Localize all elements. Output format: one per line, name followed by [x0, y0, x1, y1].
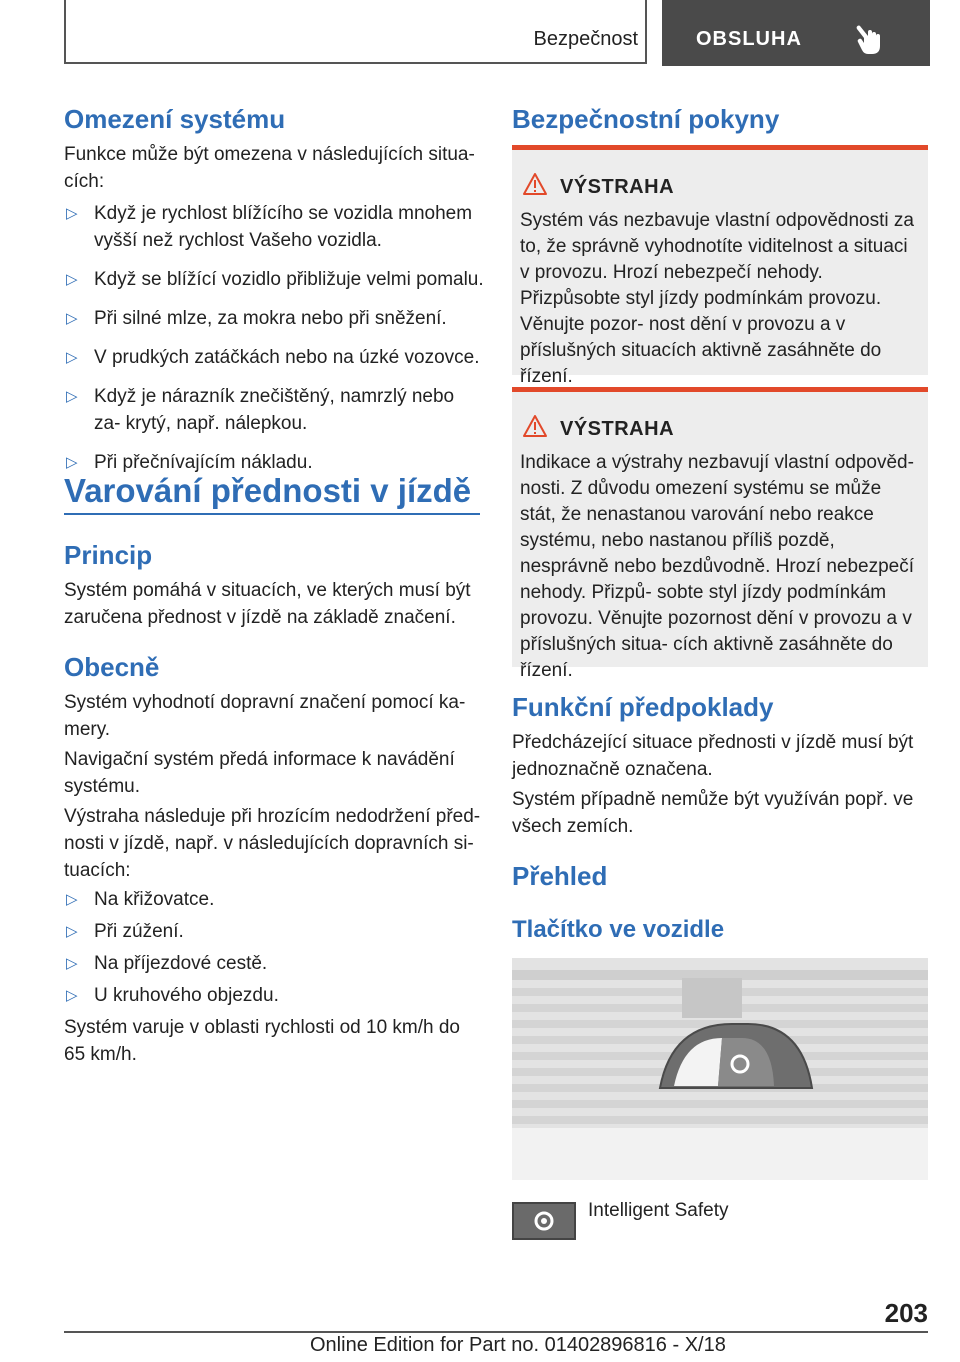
list-item: ▷ Když se blížící vozidlo přibližuje velmi pomalu.: [64, 266, 484, 293]
prehled-heading: Přehled: [512, 861, 608, 891]
heading-rule: [64, 513, 480, 515]
list-item: ▷ Když je rychlost blížícího se vozidla mnohem vyšší než rychlost Vašeho vozidla.: [64, 200, 484, 254]
obecne-paragraph-2: Navigační systém předá informace k navádění systému.: [64, 749, 455, 797]
header-tab: [662, 0, 930, 66]
vehicle-button-illustration: [512, 958, 928, 1180]
triangle-bullet-icon: ▷: [66, 454, 78, 471]
list-item: ▷ Při silné mlze, za mokra nebo při sněžení.: [64, 305, 484, 332]
warning-box-1: [512, 145, 928, 387]
triangle-bullet-icon: ▷: [66, 205, 78, 222]
button-label: Intelligent Safety: [588, 1200, 729, 1221]
warning-text: Indikace a výstrahy nezbavují vlastní odpověd‐ nosti. Z důvodu omezení systému se může stát, že nenastanou varování nebo reakce systému, nebo nastanou příliš pozdě, nesprávně nebo bezdůvodně. Hrozí nebezpečí nehody. Přizpů‐ sobte styl jízdy podmínkám provozu. Věnujte pozornost dění v provozu a v příslušných situa‐ cích aktivně zasáhněte do řízení.: [520, 452, 914, 681]
footer-rule: [64, 1331, 928, 1333]
obecne-paragraph-3: Výstraha následuje při hrozícím nedodržení před‐ nosti v jízdě, např. v následujících dopravních si‐ tuacích:: [64, 806, 481, 881]
obecne-paragraph-4: Systém varuje v oblasti rychlosti od 10 km/h do 65 km/h.: [64, 1017, 461, 1065]
predpoklady-heading: Funkční předpoklady: [512, 692, 774, 722]
princip-heading: Princip: [64, 540, 153, 570]
list-item: ▷ Když je nárazník znečištěný, namrzlý nebo za‐ krytý, např. nálepkou.: [64, 383, 484, 437]
list-item: ▷ U kruhového objezdu.: [64, 982, 484, 1009]
predpoklady-paragraph-1: Předcházející situace přednosti v jízdě musí být jednoznačně označena.: [512, 732, 914, 780]
list-item: ▷ Na příjezdové cestě.: [64, 950, 484, 977]
triangle-bullet-icon: ▷: [66, 891, 78, 908]
warning-triangle-icon: [522, 172, 548, 196]
button-photo: [512, 958, 928, 1180]
warning-text: Systém vás nezbavuje vlastní odpovědnosti za to, že správně vyhodnotíte viditelnost a situaci v provozu. Hrozí nebezpečí nehody. Přizpůsobte styl jízdy podmínkám provozu. Věnujte pozor‐ nost dění v provozu a v příslušných situacích aktivně zasáhněte do řízení.: [520, 210, 914, 387]
footer-edition: Online Edition for Part no. 01402896816 - X/18: [310, 1334, 726, 1356]
omezeni-list: [64, 200, 484, 488]
header-tab-label: OBSLUHA: [696, 28, 802, 50]
tlacitko-heading: Tlačítko ve vozidle: [512, 916, 725, 943]
triangle-bullet-icon: ▷: [66, 349, 78, 366]
obecne-paragraph-1: Systém vyhodnotí dopravní značení pomocí ka‐ mery.: [64, 692, 466, 740]
warning-box-2: [512, 387, 928, 681]
obecne-list: [64, 886, 484, 1014]
pointing-hand-icon: [852, 22, 892, 56]
list-item: ▷ V prudkých zatáčkách nebo na úzké vozovce.: [64, 344, 484, 371]
obecne-heading: Obecně: [64, 652, 160, 682]
omezeni-intro: Funkce může být omezena v následujících situa‐ cích:: [64, 144, 475, 192]
triangle-bullet-icon: ▷: [66, 271, 78, 288]
list-item: ▷ Na křižovatce.: [64, 886, 484, 913]
triangle-bullet-icon: ▷: [66, 955, 78, 972]
pokyny-heading: Bezpečnostní pokyny: [512, 104, 780, 134]
header-section-title: Bezpečnost: [533, 28, 638, 50]
page-number: 203: [884, 1298, 928, 1328]
triangle-bullet-icon: ▷: [66, 310, 78, 327]
omezeni-heading: Omezení systému: [64, 104, 286, 134]
main-heading: Varování přednosti v jízdě: [64, 472, 472, 509]
list-item: ▷ Při přečnívajícím nákladu.: [64, 449, 484, 476]
warning-triangle-icon: [522, 414, 548, 438]
warning-heading: VÝSTRAHA: [560, 418, 675, 440]
warning-heading: VÝSTRAHA: [560, 176, 675, 198]
triangle-bullet-icon: ▷: [66, 388, 78, 405]
predpoklady-paragraph-2: Systém případně nemůže být využíván popř. ve všech zemích.: [512, 789, 914, 837]
princip-text: Systém pomáhá v situacích, ve kterých musí být zaručena přednost v jízdě na základě značení.: [64, 580, 471, 628]
triangle-bullet-icon: ▷: [66, 987, 78, 1004]
intelligent-safety-button-icon: [512, 1202, 576, 1240]
list-item: ▷ Při zúžení.: [64, 918, 484, 945]
triangle-bullet-icon: ▷: [66, 923, 78, 940]
